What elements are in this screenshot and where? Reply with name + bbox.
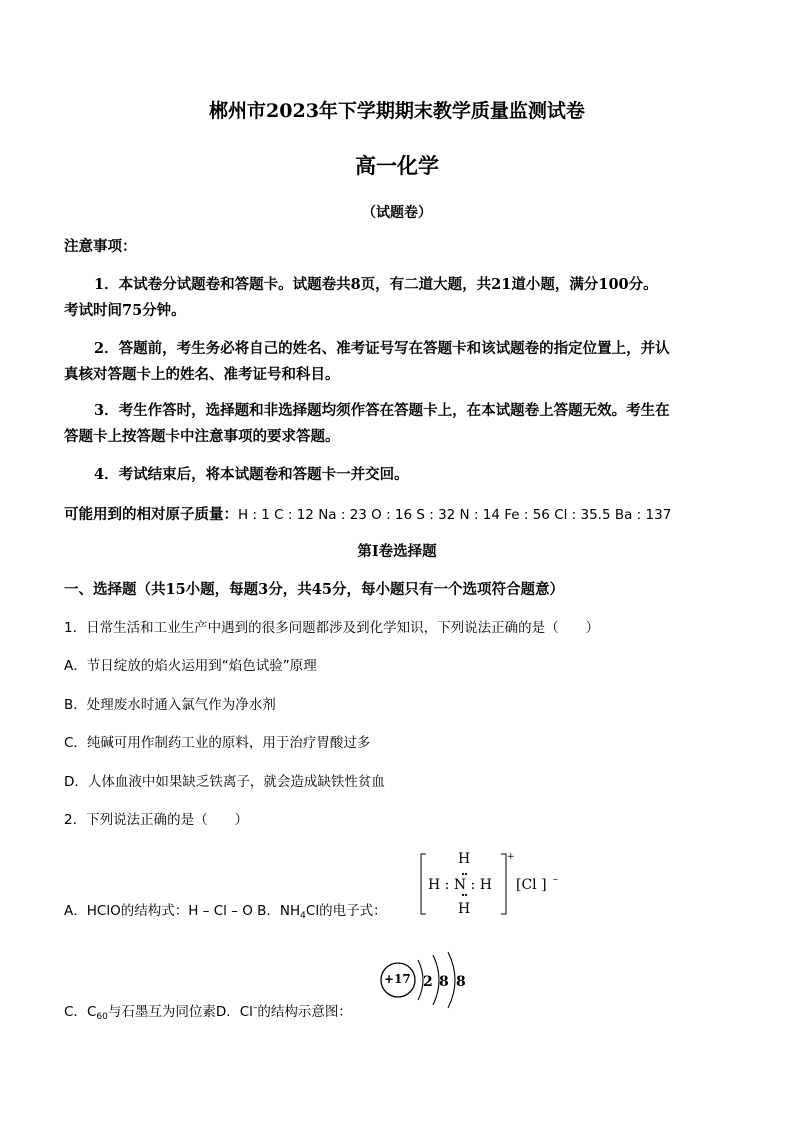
question-1-option-b: B．处理废水时通入氯气作为净水剂 (64, 697, 276, 713)
shell-2-count: 8 (439, 974, 449, 990)
electron-formula-diagram (418, 848, 568, 920)
question-1-option-d: D．人体血液中如果缺乏铁离子，就会造成缺铁性贫血 (64, 774, 385, 790)
option-d-text: 的结构示意图： (257, 1004, 352, 1020)
electron-formula-plus: + (507, 852, 515, 862)
option-b-formula-cl: Cl (305, 903, 320, 919)
notice-item-2-line-2: 真核对答题卡上的姓名、准考证号和科目。 (64, 366, 340, 383)
option-c-formula: C (86, 1004, 97, 1020)
question-2-options-ab (64, 905, 387, 921)
electron-formula-minus: – (553, 874, 558, 885)
question-2-options-cd (64, 1004, 352, 1022)
paper-type: （试题卷） (362, 205, 432, 221)
section-title: 第Ⅰ卷选择题 (357, 543, 437, 560)
option-c-formula-sub: 60 (96, 1012, 108, 1022)
electron-formula-row: H : N : H (428, 877, 492, 893)
exam-subject: 高一化学 (355, 153, 439, 178)
atomic-mass-values: H : 1 C : 12 Na : 23 O : 16 S : 32 N : 14 Fe : 56 Cl : 35.5 Ba : 137 (238, 507, 672, 523)
nucleus-charge: +17 (384, 972, 411, 986)
notice-item-3-line-2: 答题卡上按答题卡中注意事项的要求答题。 (64, 428, 340, 445)
atomic-mass-line (64, 508, 671, 523)
question-1-stem: 1．日常生活和工业生产中遇到的很多问题都涉及到化学知识，下列说法正确的是（ ） (64, 620, 600, 636)
option-c-prefix: C． (64, 1004, 87, 1020)
notice-item-1-line-1: 1．本试卷分试题卷和答题卡。试题卷共8页，有二道大题，共21道小题，满分100分。 (94, 276, 658, 293)
part-one-heading: 一、选择题（共15小题，每题3分，共45分，每小题只有一个选项符合题意） (64, 581, 564, 598)
option-b-formula-sub: 4 (300, 911, 306, 921)
option-c-text: 与石墨互为同位素 (107, 1004, 216, 1020)
notice-item-1-line-2: 考试时间75分钟。 (64, 302, 186, 319)
option-a-structure: H – Cl – O (188, 903, 253, 919)
option-b-prefix: B． (257, 903, 280, 919)
question-1-option-a: A．节日绽放的焰火运用到“焰色试验”原理 (64, 658, 317, 674)
option-d-prefix: D． (215, 1004, 240, 1020)
option-a-text: 的结构式： (120, 903, 189, 919)
atomic-mass-label: 可能用到的相对原子质量： (64, 506, 238, 523)
electron-formula-h-top: H (458, 851, 471, 867)
notice-item-3-line-1: 3．考生作答时，选择题和非选择题均须作答在答题卡上，在本试题卷上答题无效。考生在 (94, 402, 670, 419)
option-b-formula-nh: NH (279, 903, 301, 919)
notice-item-4: 4．考试结束后，将本试题卷和答题卡一并交回。 (94, 466, 409, 483)
electron-formula-h-bottom: H (458, 901, 471, 917)
exam-title: 郴州市2023年下学期期末教学质量监测试卷 (209, 100, 585, 122)
notice-item-2-line-1: 2．答题前，考生务必将自己的姓名、准考证号写在答题卡和该试题卷的指定位置上，并认 (94, 340, 670, 357)
electron-formula-anion: [Cl ] (516, 877, 547, 893)
option-b-text: 的电子式： (319, 903, 387, 919)
option-d-formula-charge: – (252, 1003, 258, 1013)
question-1-option-c: C．纯碱可用作制药工业的原料，用于治疗胃酸过多 (64, 735, 371, 751)
option-d-formula: Cl (239, 1004, 253, 1020)
question-2-stem: 2．下列说法正确的是（ ） (64, 812, 249, 828)
option-a-prefix: A． (64, 903, 87, 919)
option-a-formula: HClO (86, 903, 121, 919)
shell-3-count: 8 (456, 974, 466, 990)
atom-structure-diagram (378, 950, 478, 1012)
notice-heading: 注意事项： (64, 238, 137, 255)
shell-1-count: 2 (423, 974, 433, 990)
